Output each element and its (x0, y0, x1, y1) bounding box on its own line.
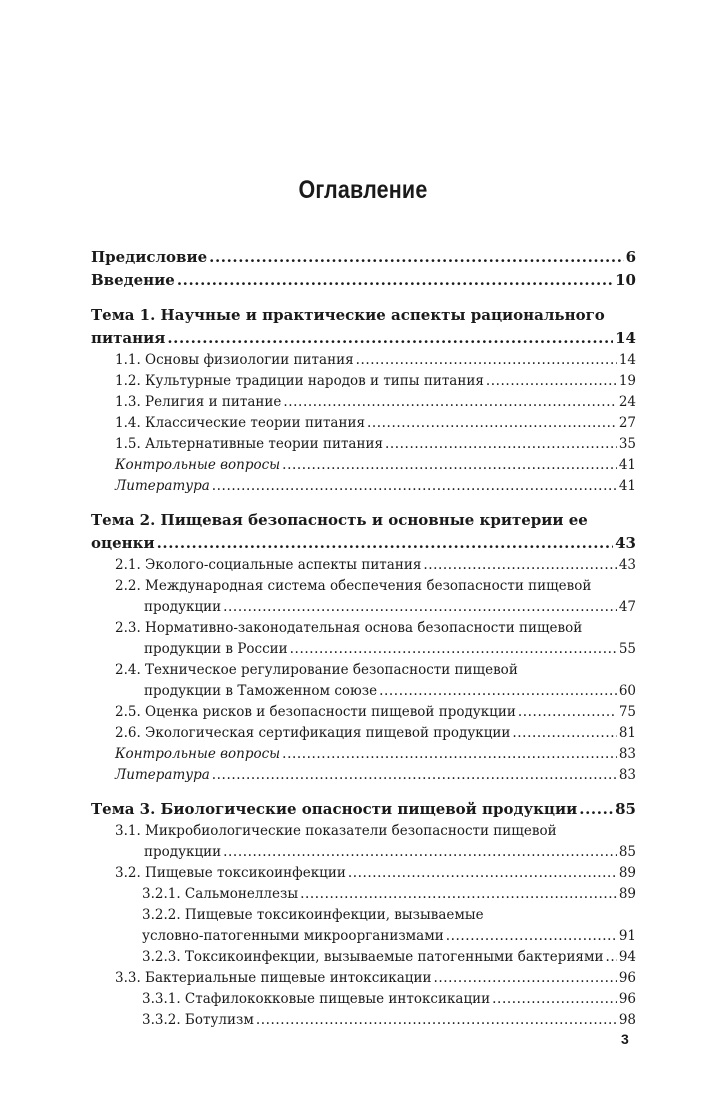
leader-dots (212, 476, 617, 497)
leader-dots (256, 1010, 617, 1031)
toc-page-number: 89 (618, 865, 636, 881)
leader-dots (385, 434, 617, 455)
toc-entry-label: 2.2. Международная система обеспечения безопасности пищевой (115, 578, 592, 594)
leader-dots (512, 723, 616, 744)
page-number: 3 (621, 1031, 629, 1047)
toc-entry-introduction[interactable] (91, 269, 636, 292)
leader-dots (433, 968, 616, 989)
toc-page-number: 47 (618, 599, 636, 615)
toc-entry[interactable] (91, 371, 636, 392)
toc-entry[interactable] (91, 555, 636, 576)
toc-entry-label: Тема 1. Научные и практические аспекты рационального (91, 306, 605, 324)
toc-entry-label: 1.5. Альтернативные теории питания (115, 436, 383, 452)
toc-page-number: 43 (615, 534, 636, 552)
toc-entry[interactable] (91, 821, 636, 863)
toc-page-number: 24 (618, 394, 636, 410)
toc-entry-label: 3.2. Пищевые токсикоинфекции (115, 865, 346, 881)
leader-dots (223, 842, 617, 863)
leader-dots (212, 765, 617, 786)
toc-entry-label: Предисловие (91, 248, 208, 266)
leader-dots (348, 863, 617, 884)
toc-page-number: 14 (615, 329, 636, 347)
toc-page-number: 10 (615, 271, 636, 289)
toc-entry-label: Тема 2. Пищевая безопасность и основные критерии ее (91, 511, 588, 529)
toc-entry[interactable] (91, 863, 636, 884)
toc-entry-label: 2.1. Эколого-социальные аспекты питания (115, 557, 422, 573)
page-title: Оглавление (298, 176, 428, 204)
toc-page-number: 27 (618, 415, 636, 431)
toc-entry-label: 1.4. Классические теории питания (115, 415, 365, 431)
leader-dots (283, 392, 616, 413)
toc-entry-label: 3.3.1. Стафилококковые пищевые интоксикации (142, 991, 491, 1007)
leader-dots (282, 744, 617, 765)
toc-page-number: 75 (618, 704, 636, 720)
toc-entry-label: питания (91, 329, 166, 347)
toc-entry-label: 2.6. Экологическая сертификация пищевой продукции (115, 725, 511, 741)
leader-dots (423, 555, 616, 576)
toc-entry-review-questions[interactable] (91, 744, 636, 765)
leader-dots (209, 246, 623, 269)
toc-entry[interactable] (91, 413, 636, 434)
toc-entry-label: условно-патогенными микроорганизмами (142, 928, 444, 944)
toc-page-number: 14 (618, 352, 636, 368)
toc-entry-label: 1.1. Основы физиологии питания (115, 352, 354, 368)
toc-page-number: 83 (618, 746, 636, 762)
toc-entry-label: продукции в России (144, 641, 288, 657)
toc-page-number: 96 (618, 991, 636, 1007)
toc-entry-label: 3.3. Бактериальные пищевые интоксикации (115, 970, 432, 986)
toc-entry[interactable] (91, 989, 636, 1010)
toc-entry-label: 2.5. Оценка рисков и безопасности пищевой продукции (115, 704, 516, 720)
toc-entry-literature[interactable] (91, 476, 636, 497)
toc-entry[interactable] (91, 1010, 636, 1031)
toc-entry[interactable] (91, 576, 636, 618)
toc-entry-label: Литература (115, 478, 210, 494)
toc-page-number: 96 (618, 970, 636, 986)
toc-entry-review-questions[interactable] (91, 455, 636, 476)
toc-page-number: 43 (618, 557, 636, 573)
toc-entry-label: Литература (115, 767, 210, 783)
toc-entry-label: 3.2.3. Токсикоинфекции, вызываемые патогенными бактериями (142, 949, 604, 965)
leader-dots (492, 989, 617, 1010)
leader-dots (223, 597, 617, 618)
leader-dots (157, 532, 614, 555)
toc-page-number: 41 (618, 478, 636, 494)
toc-page-number: 55 (618, 641, 636, 657)
toc-entry-label: продукции в Таможенном союзе (144, 683, 378, 699)
toc-entry-literature[interactable] (91, 765, 636, 786)
toc-entry[interactable] (91, 350, 636, 371)
leader-dots (167, 327, 613, 350)
toc-entry-label: Контрольные вопросы (115, 457, 281, 473)
toc-topic-2[interactable] (91, 509, 636, 555)
toc-page-number: 89 (618, 886, 636, 902)
toc-entry[interactable] (91, 968, 636, 989)
toc-page-number: 6 (625, 248, 636, 266)
toc-entry-label: Тема 3. Биологические опасности пищевой продукции (91, 800, 578, 818)
table-of-contents (91, 246, 636, 1031)
toc-page-number: 98 (618, 1012, 636, 1028)
leader-dots (367, 413, 617, 434)
toc-page-number: 19 (618, 373, 636, 389)
toc-page-number: 81 (618, 725, 636, 741)
toc-entry[interactable] (91, 702, 636, 723)
toc-entry[interactable] (91, 723, 636, 744)
toc-page-number: 85 (615, 800, 636, 818)
toc-entry[interactable] (91, 947, 636, 968)
toc-entry-label: продукции (144, 599, 222, 615)
toc-entry[interactable] (91, 434, 636, 455)
leader-dots (356, 350, 617, 371)
toc-entry-label: 3.2.2. Пищевые токсикоинфекции, вызываемые (142, 907, 484, 923)
leader-dots (300, 884, 617, 905)
toc-entry[interactable] (91, 884, 636, 905)
toc-topic-3[interactable] (91, 798, 636, 821)
toc-page-number: 60 (618, 683, 636, 699)
toc-page-number: 94 (618, 949, 636, 965)
leader-dots (379, 681, 617, 702)
toc-entry-label: 3.2.1. Сальмонеллезы (142, 886, 299, 902)
toc-entry-label: 3.3.2. Ботулизм (142, 1012, 254, 1028)
toc-entry-label: продукции (144, 844, 222, 860)
toc-page-number: 85 (618, 844, 636, 860)
leader-dots (518, 702, 617, 723)
toc-entry-preface[interactable] (91, 246, 636, 269)
toc-topic-1[interactable] (91, 304, 636, 350)
leader-dots (446, 926, 617, 947)
leader-dots (486, 371, 617, 392)
toc-entry-label: оценки (91, 534, 155, 552)
toc-entry[interactable] (91, 660, 636, 702)
toc-entry-label: Контрольные вопросы (115, 746, 281, 762)
toc-page-number: 91 (618, 928, 636, 944)
toc-entry-label: 1.3. Религия и питание (115, 394, 282, 410)
toc-entry-label: 3.1. Микробиологические показатели безопасности пищевой (115, 823, 557, 839)
leader-dots (290, 639, 617, 660)
toc-entry-label: 1.2. Культурные традиции народов и типы питания (115, 373, 484, 389)
leader-dots (579, 798, 613, 821)
toc-entry[interactable] (91, 618, 636, 660)
leader-dots (282, 455, 617, 476)
leader-dots (605, 947, 616, 968)
toc-page-number: 41 (618, 457, 636, 473)
toc-page-number: 83 (618, 767, 636, 783)
toc-entry-label: 2.4. Техническое регулирование безопасности пищевой (115, 662, 518, 678)
toc-entry-label: 2.3. Нормативно-законодательная основа безопасности пищевой (115, 620, 583, 636)
leader-dots (177, 269, 613, 292)
toc-page-number: 35 (618, 436, 636, 452)
toc-entry[interactable] (91, 392, 636, 413)
toc-entry-label: Введение (91, 271, 175, 289)
toc-entry[interactable] (91, 905, 636, 947)
